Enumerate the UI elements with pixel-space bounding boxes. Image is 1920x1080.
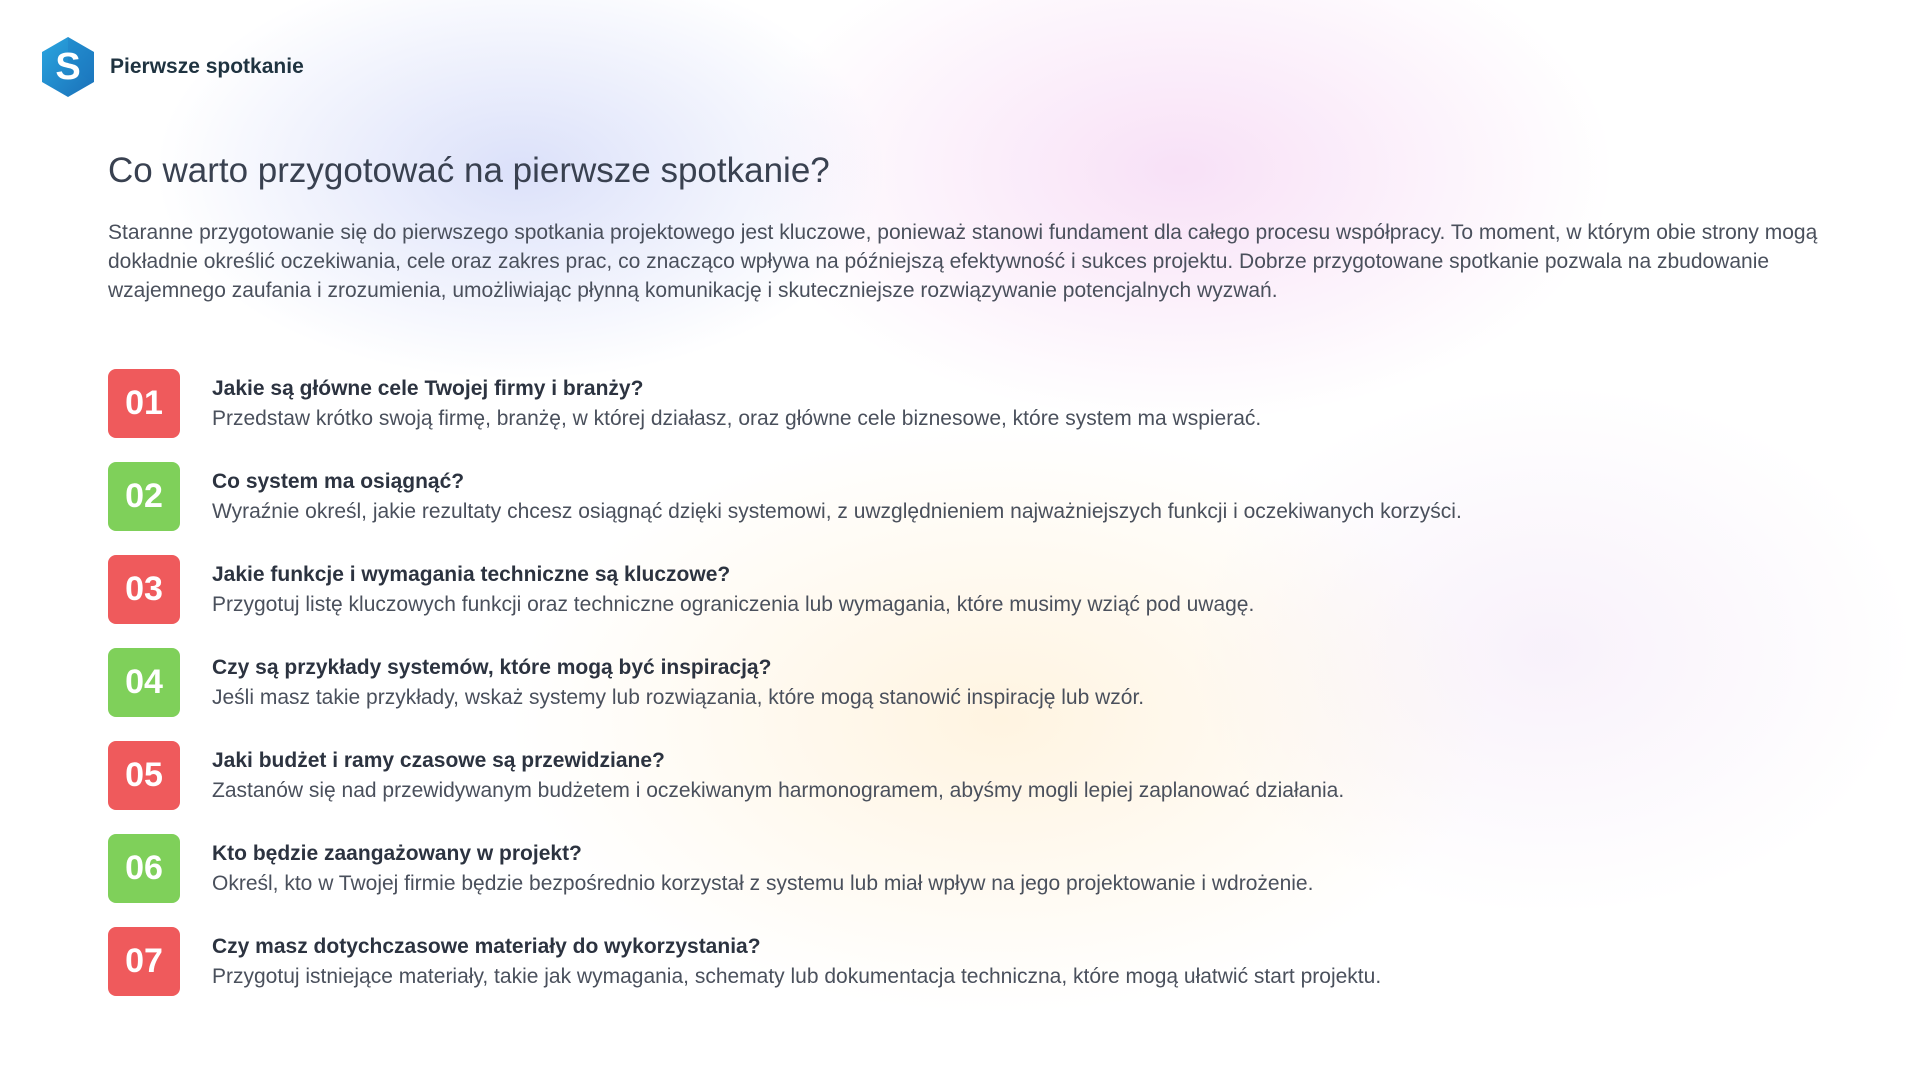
number-badge: 05 xyxy=(108,741,180,810)
intro-paragraph: Staranne przygotowanie się do pierwszego spotkania projektowego jest kluczowe, ponieważ stanowi fundament dla całego procesu współpracy. To moment, w którym obie strony mogą dokładnie określić oczekiwania, cele oraz zakres prac, co znacząco wpływa na późniejszą efektywność i sukces projektu. Dobrze przygotowane spotkanie pozwala na zbudowanie wzajemnego zaufania i zrozumienia, umożliwiając płynną komunikację i skuteczniejsze rozwiązywanie potencjalnych wyzwań. xyxy=(108,221,1818,302)
item-title: Jakie są główne cele Twojej firmy i branży? xyxy=(212,376,644,400)
svg-text:S: S xyxy=(55,46,81,88)
list-item xyxy=(108,555,1828,624)
number-badge: 03 xyxy=(108,555,180,624)
number-badge: 07 xyxy=(108,927,180,996)
item-text xyxy=(212,376,1261,432)
item-text xyxy=(212,562,1254,618)
list-item xyxy=(108,927,1828,996)
item-text xyxy=(212,748,1344,804)
item-text xyxy=(212,655,1144,711)
number-badge: 01 xyxy=(108,369,180,438)
item-title: Czy są przykłady systemów, które mogą być inspiracją? xyxy=(212,655,772,679)
list-item xyxy=(108,741,1828,810)
item-title: Jaki budżet i ramy czasowe są przewidziane? xyxy=(212,748,665,772)
number-badge: 06 xyxy=(108,834,180,903)
item-title: Czy masz dotychczasowe materiały do wykorzystania? xyxy=(212,934,761,958)
item-description: Wyraźnie określ, jakie rezultaty chcesz osiągnąć dzięki systemowi, z uwzględnieniem najważniejszych funkcji i oczekiwanych korzyści. xyxy=(212,499,1462,523)
item-description: Przygotuj listę kluczowych funkcji oraz techniczne ograniczenia lub wymagania, które musimy wziąć pod uwagę. xyxy=(212,592,1255,616)
main-content xyxy=(108,150,1828,996)
list-item xyxy=(108,369,1828,438)
item-description: Jeśli masz takie przykłady, wskaż systemy lub rozwiązania, które mogą stanowić inspirację lub wzór. xyxy=(212,685,1145,709)
number-badge: 04 xyxy=(108,648,180,717)
s-hexagon-logo-icon[interactable] xyxy=(40,36,96,98)
list-item xyxy=(108,462,1828,531)
list-item xyxy=(108,834,1828,903)
item-description: Przedstaw krótko swoją firmę, branżę, w której działasz, oraz główne cele biznesowe, które system ma wspierać. xyxy=(212,406,1262,430)
item-title: Kto będzie zaangażowany w projekt? xyxy=(212,841,582,865)
item-text xyxy=(212,469,1462,525)
item-text xyxy=(212,841,1313,897)
item-title: Co system ma osiągnąć? xyxy=(212,469,465,493)
item-description: Określ, kto w Twojej firmie będzie bezpośrednio korzystał z systemu lub miał wpływ na jego projektowanie i wdrożenie. xyxy=(212,871,1314,895)
item-text xyxy=(212,934,1381,990)
item-description: Zastanów się nad przewidywanym budżetem i oczekiwanym harmonogramem, abyśmy mogli lepiej zaplanować działania. xyxy=(212,778,1345,802)
list-item xyxy=(108,648,1828,717)
page-title: Co warto przygotować na pierwsze spotkanie? xyxy=(108,151,830,190)
brand-title: Pierwsze spotkanie xyxy=(110,55,304,78)
item-description: Przygotuj istniejące materiały, takie jak wymagania, schematy lub dokumentacja techniczna, które mogą ułatwić start projektu. xyxy=(212,964,1382,988)
item-title: Jakie funkcje i wymagania techniczne są kluczowe? xyxy=(212,562,731,586)
header xyxy=(40,36,304,98)
question-list xyxy=(108,369,1828,996)
number-badge: 02 xyxy=(108,462,180,531)
